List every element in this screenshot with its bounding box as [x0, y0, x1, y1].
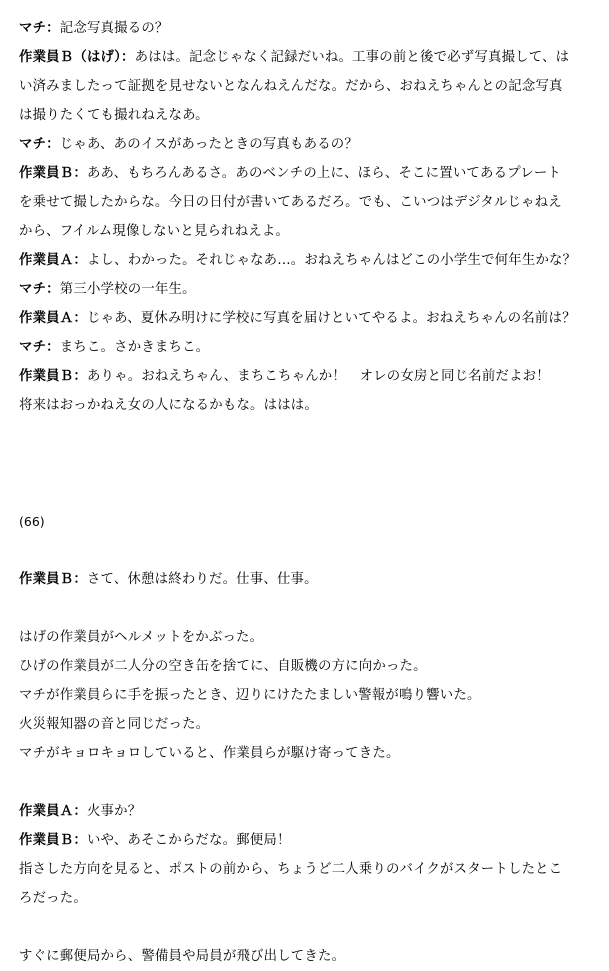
text-line [19, 652, 594, 681]
line-text: 指さした方向を見ると、ポストの前から、ちょうど二人乗りのバイクがスタートしたとこ [19, 862, 563, 877]
text-line [19, 391, 594, 420]
text-line [19, 72, 594, 101]
line-text: すぐに郵便局から、警備員や局員が飛び出してきた。 [19, 949, 346, 964]
text-line [19, 188, 594, 217]
text-line [19, 217, 594, 246]
speaker-name: 作業員Ａ： [19, 804, 87, 819]
line-text: 第三小学校の一年生。 [59, 282, 196, 297]
speaker-name: 作業員Ｂ： [19, 833, 87, 848]
speaker-name: マチ： [19, 137, 60, 152]
text-line [19, 43, 594, 72]
spacer [19, 478, 594, 507]
text-line [19, 101, 594, 130]
text-line [19, 130, 594, 159]
speaker-name: 作業員Ｂ： [19, 166, 87, 181]
line-text: ありゃ。おねえちゃん、まちこちゃんか！ オレの女房と同じ名前だよお！ [86, 369, 550, 384]
line-text: あはは。記念じゃなく記録だいね。工事の前と後で必ず写真撮して、は [134, 50, 570, 65]
text-line [19, 565, 594, 594]
speaker-name: マチ： [19, 21, 60, 36]
speaker-name: 作業員Ｂ（はげ）： [19, 50, 135, 65]
section-number: (66) [19, 514, 45, 529]
text-line [19, 159, 594, 188]
line-text: を乗せて撮したからな。今日の日付が書いてあるだろ。でも、こいつはデジタルじゃねえ [19, 195, 562, 210]
spacer [19, 420, 594, 478]
text-line [19, 623, 594, 652]
speaker-name: マチ： [19, 340, 60, 355]
line-text: じゃあ、あのイスがあったときの写真もあるの？ [59, 137, 358, 152]
text-line [19, 739, 594, 768]
line-text: まちこ。さかきまちこ。 [59, 340, 210, 355]
line-text: はげの作業員がヘルメットをかぶった。 [19, 630, 264, 645]
line-text: から、フイルム現像しないと見られねえよ。 [19, 224, 290, 239]
text-line [19, 826, 594, 855]
line-text: ひげの作業員が二人分の空き缶を捨てに、自販機の方に向かった。 [19, 659, 427, 674]
document-page [19, 14, 594, 971]
text-line [19, 681, 594, 710]
line-text: マチがキョロキョロしていると、作業員らが駆け寄ってきた。 [19, 746, 400, 761]
text-line [19, 797, 594, 826]
speaker-name: 作業員Ａ： [19, 311, 87, 326]
text-line [19, 14, 594, 43]
text-line [19, 275, 594, 304]
speaker-name: マチ： [19, 282, 60, 297]
speaker-name: 作業員Ｂ： [19, 369, 87, 384]
text-line [19, 246, 594, 275]
text-line [19, 333, 594, 362]
dialogue-block-2 [19, 565, 594, 594]
text-line [19, 942, 594, 971]
line-text: ろだった。 [19, 891, 87, 906]
spacer [19, 913, 594, 942]
dialogue-block-3 [19, 797, 594, 913]
spacer [19, 536, 594, 565]
spacer [19, 768, 594, 797]
line-text: ああ、もちろんあるさ。あのベンチの上に、ほら、そこに置いてあるプレート [86, 166, 562, 181]
narration-block [19, 623, 594, 768]
line-text: いや、あそこからだな。郵便局！ [86, 833, 291, 848]
line-text: マチが作業員らに手を振ったとき、辺りにけたたましい警報が鳴り響いた。 [19, 688, 481, 703]
line-text: よし、わかった。それじゃなあ…。おねえちゃんはどこの小学生で何年生かな？ [86, 253, 577, 268]
text-line [19, 304, 594, 333]
speaker-name: 作業員Ａ： [19, 253, 87, 268]
line-text: 火事か？ [86, 804, 142, 819]
line-text: は撮りたくても撮れねえなあ。 [19, 108, 209, 123]
text-line [19, 362, 594, 391]
spacer [19, 594, 594, 623]
line-text: さて、休憩は終わりだ。仕事、仕事。 [86, 572, 318, 587]
line-text: 将来はおっかねえ女の人になるかもな。ははは。 [19, 398, 318, 413]
line-text: 火災報知器の音と同じだった。 [19, 717, 210, 732]
dialogue-block-1 [19, 14, 594, 420]
line-text: 記念写真撮るの？ [59, 21, 169, 36]
text-line [19, 884, 594, 913]
speaker-name: 作業員Ｂ： [19, 572, 87, 587]
narration-block-2 [19, 942, 594, 971]
line-text: じゃあ、夏休み明けに学校に写真を届けといてやるよ。おねえちゃんの名前は？ [86, 311, 576, 326]
text-line [19, 855, 594, 884]
text-line [19, 710, 594, 739]
line-text: い済みましたって証拠を見せないとなんねえんだな。だから、おねえちゃんとの記念写真 [19, 79, 563, 94]
